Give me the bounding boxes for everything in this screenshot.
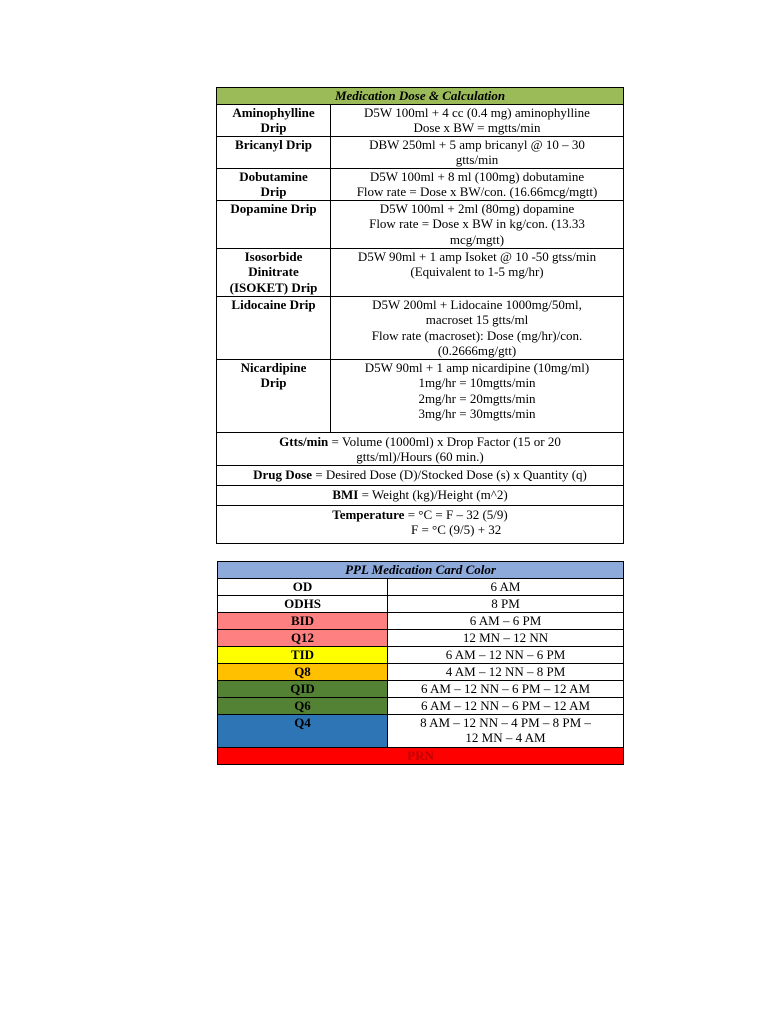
frequency-code: BID bbox=[218, 612, 388, 629]
medication-row bbox=[217, 248, 624, 296]
medication-name-line: Nicardipine bbox=[240, 359, 307, 375]
drug-dose-text: = Desired Dose (D)/Stocked Dose (s) x Quantity (q) bbox=[312, 466, 587, 482]
medication-description-line: Flow rate = Dose x BW/con. (16.66mcg/mgtt) bbox=[356, 184, 598, 199]
medication-name-line: Aminophylline bbox=[232, 104, 315, 120]
medication-description-line: Dose x BW = mgtts/min bbox=[413, 120, 541, 135]
temperature-line2: F = °C (9/5) + 32 bbox=[411, 522, 502, 537]
frequency-time-line: 12 MN – 4 AM bbox=[465, 730, 546, 745]
gtts-formula-line2: gtts/ml)/Hours (60 min.) bbox=[356, 449, 484, 464]
medication-row bbox=[217, 104, 624, 136]
card-color-row bbox=[218, 595, 624, 612]
card-color-row bbox=[218, 714, 624, 747]
medication-row bbox=[217, 168, 624, 200]
frequency-time-line: 12 MN – 12 NN bbox=[462, 629, 549, 645]
medication-name bbox=[217, 136, 331, 168]
card-color-row bbox=[218, 578, 624, 595]
card-table-title: PPL Medication Card Color bbox=[218, 562, 624, 579]
frequency-times bbox=[388, 680, 624, 697]
medication-name bbox=[217, 248, 331, 296]
frequency-times bbox=[388, 714, 624, 747]
medication-description-line: D5W 100ml + 8 ml (100mg) dobutamine bbox=[369, 168, 585, 184]
frequency-time-line: 8 AM – 12 NN – 4 PM – 8 PM – bbox=[420, 714, 591, 730]
frequency-times bbox=[388, 578, 624, 595]
frequency-code: Q8 bbox=[218, 663, 388, 680]
medication-name bbox=[217, 359, 331, 432]
medication-name bbox=[217, 168, 331, 200]
frequency-code: Q4 bbox=[218, 714, 388, 747]
frequency-times bbox=[388, 612, 624, 629]
medication-name-line: Lidocaine Drip bbox=[231, 296, 316, 312]
medication-row bbox=[217, 359, 624, 432]
bmi-text: = Weight (kg)/Height (m^2) bbox=[358, 486, 508, 502]
medication-name-line: Dobutamine bbox=[239, 168, 308, 184]
bmi-label: BMI bbox=[332, 486, 359, 502]
temperature-line1: = °C = F – 32 (5/9) bbox=[404, 506, 508, 522]
drug-dose-label: Drug Dose bbox=[253, 466, 312, 482]
frequency-times bbox=[388, 663, 624, 680]
medication-description-line: Flow rate (macroset): Dose (mg/hr)/con. bbox=[371, 327, 583, 343]
medication-description-line: 2mg/hr = 20mgtts/min bbox=[418, 390, 536, 406]
medication-name bbox=[217, 200, 331, 248]
medication-name-line: Drip bbox=[260, 184, 287, 199]
medication-description-line: Flow rate = Dose x BW in kg/con. (13.33 bbox=[369, 216, 585, 231]
medication-row bbox=[217, 296, 624, 359]
gtts-formula-label: Gtts/min bbox=[279, 433, 329, 449]
drug-dose-formula bbox=[217, 465, 624, 485]
card-color-row bbox=[218, 663, 624, 680]
card-color-row bbox=[218, 612, 624, 629]
bmi-formula bbox=[217, 485, 624, 505]
medication-name bbox=[217, 104, 331, 136]
medication-description-line: D5W 100ml + 2ml (80mg) dopamine bbox=[379, 200, 575, 216]
medication-description bbox=[331, 136, 624, 168]
frequency-code: OD bbox=[218, 578, 388, 595]
medication-name-line: Dinitrate bbox=[248, 264, 299, 279]
medication-description bbox=[331, 296, 624, 359]
frequency-times bbox=[388, 646, 624, 663]
card-color-row bbox=[218, 697, 624, 714]
medication-description-line: macroset 15 gtts/ml bbox=[425, 312, 529, 327]
temperature-label: Temperature bbox=[332, 506, 405, 522]
medication-description-line: 3mg/hr = 30mgtts/min bbox=[418, 406, 536, 421]
frequency-code: QID bbox=[218, 680, 388, 697]
card-color-row bbox=[218, 680, 624, 697]
medication-table-title: Medication Dose & Calculation bbox=[217, 88, 624, 105]
medication-name bbox=[217, 296, 331, 359]
prn-row bbox=[218, 747, 624, 764]
medication-description-line: D5W 200ml + Lidocaine 1000mg/50ml, bbox=[372, 296, 582, 312]
frequency-time-line: 4 AM – 12 NN – 8 PM bbox=[445, 663, 566, 679]
medication-name-line: (ISOKET) Drip bbox=[229, 279, 318, 295]
gtts-formula-line1: = Volume (1000ml) x Drop Factor (15 or 20 bbox=[328, 433, 561, 449]
medication-name-line: Dopamine Drip bbox=[230, 200, 317, 216]
medication-row bbox=[217, 136, 624, 168]
frequency-time-line: 6 AM bbox=[490, 578, 521, 594]
prn-label: PRN bbox=[407, 747, 434, 763]
medication-name-line: Drip bbox=[260, 120, 287, 135]
medication-description-line: (0.2666mg/gtt) bbox=[437, 343, 517, 358]
frequency-time-line: 6 AM – 12 NN – 6 PM – 12 AM bbox=[420, 680, 591, 696]
medication-dose-table bbox=[216, 87, 624, 544]
medication-description-line: D5W 90ml + 1 amp Isoket @ 10 -50 gtss/min bbox=[357, 248, 597, 264]
medication-description-line: (Equivalent to 1-5 mg/hr) bbox=[410, 264, 544, 279]
medication-description bbox=[331, 359, 624, 432]
medication-name-line: Isosorbide bbox=[244, 248, 303, 264]
medication-card-color-table bbox=[217, 561, 624, 765]
medication-description-line: D5W 90ml + 1 amp nicardipine (10mg/ml) bbox=[364, 359, 590, 375]
card-color-row bbox=[218, 629, 624, 646]
frequency-times bbox=[388, 629, 624, 646]
frequency-code: Q12 bbox=[218, 629, 388, 646]
medication-description-line: gtts/min bbox=[455, 152, 499, 167]
frequency-time-line: 6 AM – 6 PM bbox=[469, 612, 542, 628]
medication-description-line: 1mg/hr = 10mgtts/min bbox=[418, 375, 536, 390]
medication-description bbox=[331, 248, 624, 296]
frequency-code: Q6 bbox=[218, 697, 388, 714]
frequency-times bbox=[388, 697, 624, 714]
frequency-code: ODHS bbox=[218, 595, 388, 612]
medication-description-line: D5W 100ml + 4 cc (0.4 mg) aminophylline bbox=[364, 104, 590, 120]
medication-description bbox=[331, 104, 624, 136]
gtts-formula bbox=[217, 432, 624, 465]
card-color-row bbox=[218, 646, 624, 663]
frequency-code: TID bbox=[218, 646, 388, 663]
temperature-formula bbox=[217, 505, 624, 543]
frequency-time-line: 6 AM – 12 NN – 6 PM – 12 AM bbox=[420, 697, 591, 713]
medication-description-line: DBW 250ml + 5 amp bricanyl @ 10 – 30 bbox=[369, 136, 585, 152]
medication-row bbox=[217, 200, 624, 248]
medication-description bbox=[331, 168, 624, 200]
medication-description-line: mcg/mgtt) bbox=[449, 231, 505, 247]
frequency-time-line: 6 AM – 12 NN – 6 PM bbox=[445, 646, 566, 662]
frequency-times bbox=[388, 595, 624, 612]
frequency-time-line: 8 PM bbox=[491, 595, 520, 611]
medication-name-line: Bricanyl Drip bbox=[235, 136, 312, 152]
medication-description bbox=[331, 200, 624, 248]
medication-name-line: Drip bbox=[260, 375, 287, 390]
